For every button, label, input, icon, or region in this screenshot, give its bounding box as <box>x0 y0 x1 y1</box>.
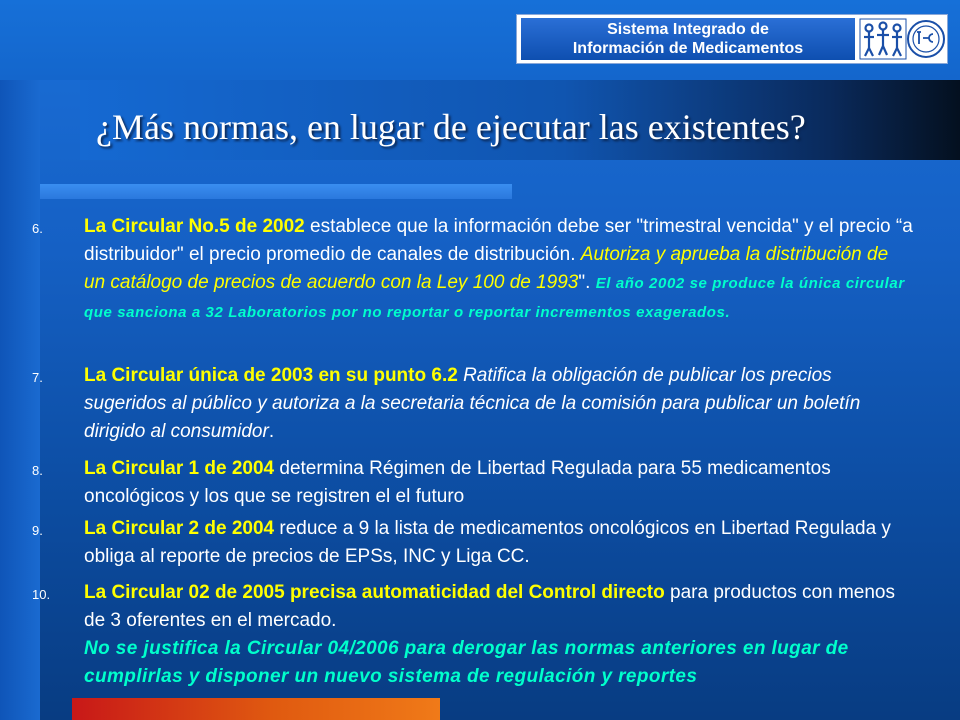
list-item <box>32 455 914 511</box>
item-text: reduce a 9 la lista de medicamentos oncológicos en Libertad Regulada y obliga al reporte de precios de EPSs, INC y Liga CC. <box>84 518 891 567</box>
item-highlight: La Circular 1 de 2004 <box>84 458 275 479</box>
slide-title: ¿Más normas, en lugar de ejecutar las existentes? <box>96 107 806 147</box>
item-highlight: La Circular No.5 de 2002 <box>84 216 305 237</box>
item-number: 6. <box>32 221 43 236</box>
item-number: 8. <box>32 463 43 478</box>
list-item <box>32 515 914 571</box>
item-text: determina Régimen de Libertad Regulada para 55 medicamentos oncológicos y los que se registren el el futuro <box>84 458 831 507</box>
item-highlight: La Circular 2 de 2004 <box>84 518 275 539</box>
item-note: El año 2002 se produce la única circular que sanciona a 32 Laboratorios por no reportar o reportar incrementos exagerados. <box>84 275 905 321</box>
item-number: 7. <box>32 370 43 385</box>
list-item <box>32 362 914 446</box>
item-number: 10. <box>32 587 51 602</box>
logo-line-1: Sistema Integrado de <box>607 21 769 38</box>
item-highlight: La Circular única de 2003 en su punto 6.2 <box>84 365 458 386</box>
item-conclusion: No se justifica la Circular 04/2006 para derogar las normas anteriores en lugar de cumplirlas y disponer un nuevo sistema de regulación y reportes <box>84 638 849 687</box>
bottom-accent-bar <box>72 698 440 720</box>
item-text: para productos con menos de 3 oferentes en el mercado. <box>84 582 895 631</box>
list-item <box>32 213 914 327</box>
item-text-2: . <box>268 421 275 442</box>
item-italic-text: Ratifica la obligación de publicar los precios sugeridos al público y autoriza a la secretaria técnica de la comisión para publicar un boletín dirigido al consumidor <box>84 365 861 442</box>
item-italic-highlight: Autoriza y aprueba la distribución de un catálogo de precios de acuerdo con la Ley 100 de 1993 <box>84 244 889 293</box>
item-highlight: La Circular 02 de 2005 precisa automaticidad del Control directo <box>84 582 665 603</box>
list-item <box>32 579 914 691</box>
logo-line-2: Información de Medicamentos <box>572 40 804 57</box>
item-text: establece que la información debe ser "trimestral vencida" y el precio “a distribuidor" el precio promedio de canales de distribución. <box>84 216 913 265</box>
item-text-2: ". <box>578 272 596 293</box>
item-number: 9. <box>32 523 43 538</box>
